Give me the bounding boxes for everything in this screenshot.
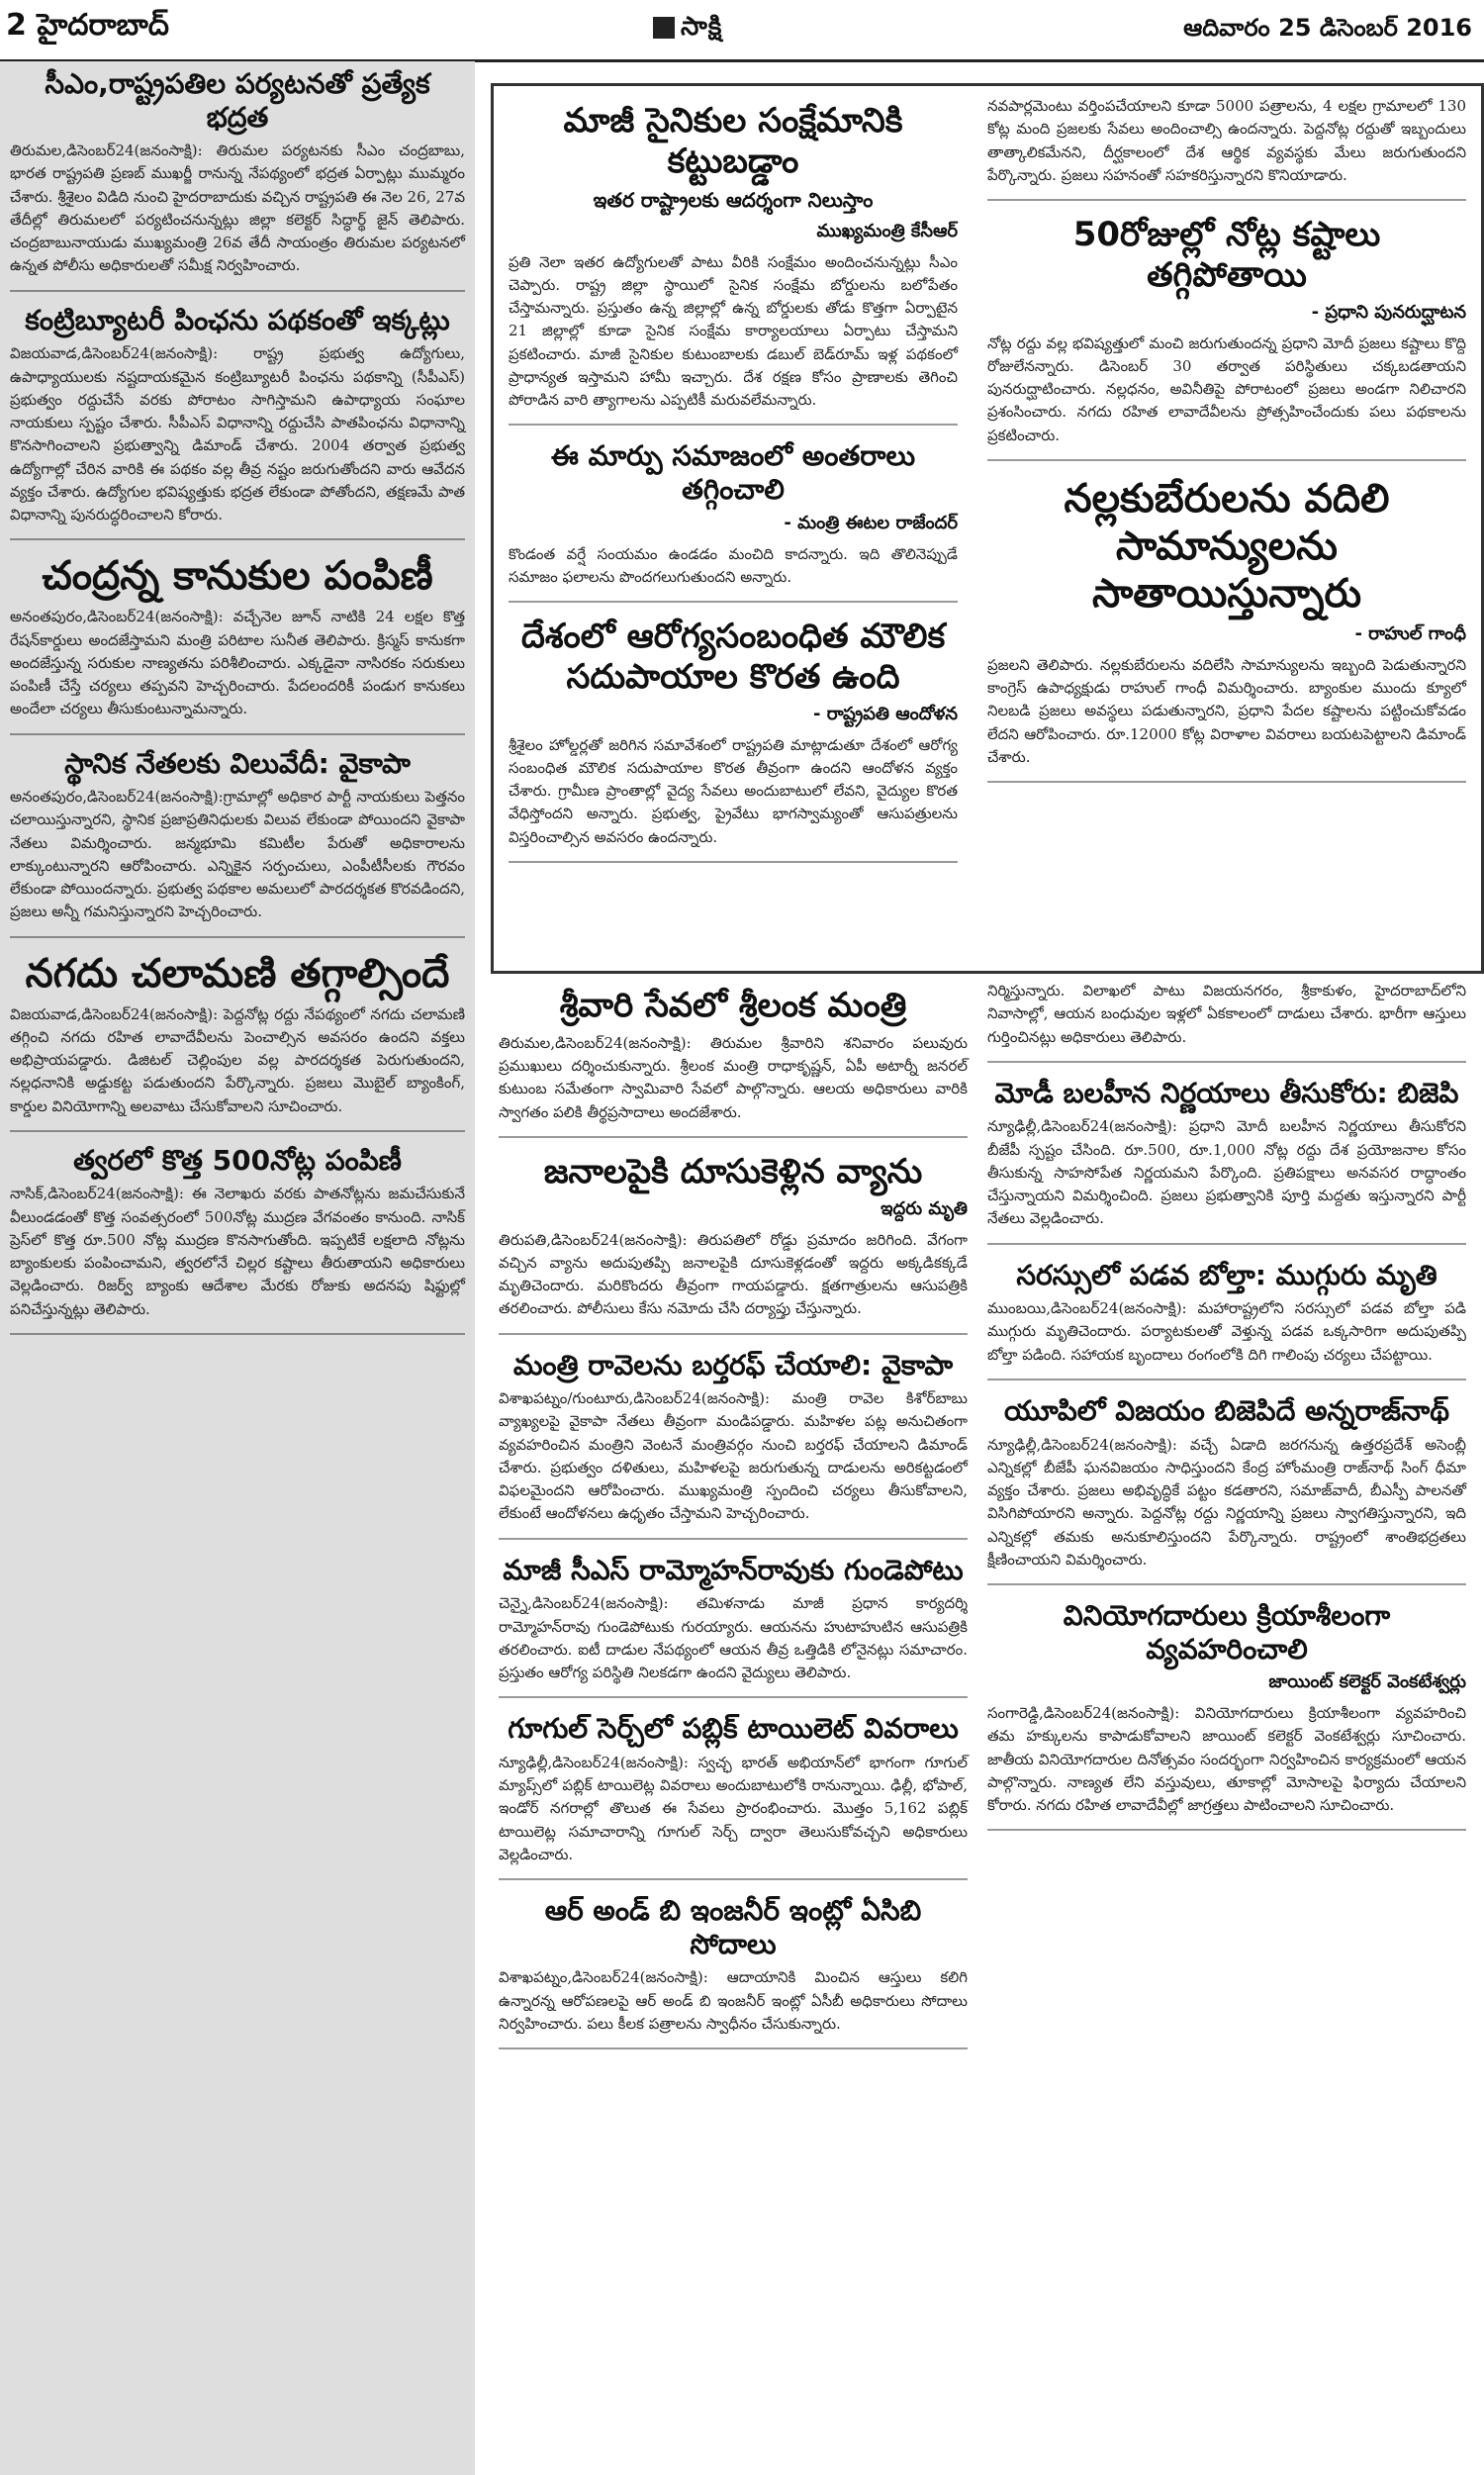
article: [509, 439, 958, 603]
article-body: విజయవాడ,డిసెంబర్24(జనంసాక్షి): రాష్ట్ర ప్రభుత్వ ఉద్యోగులు, ఉపాధ్యాయులకు నష్టదాయకమైన కంట్రిబ్యూటరీ పింఛను పథకాన్ని (సీపీఎస్) ప్రభుత్వం రద్దుచేసే వరకు పోరాటం సాగిస్తామని ఉపాధ్యాయ సంఘాల నాయకులు స్పష్టం చేశారు. సీపీఎస్ విధానాన్ని రద్దుచేసి పాతపింఛను విధానాన్ని కొనసాగించాలని ప్రభుత్వాన్ని డిమాండ్ చేశారు. 2004 తర్వాత ప్రభుత్వ ఉద్యోగాల్లో చేరిన వారికి ఈ పథకం వల్ల తీవ్ర నష్టం జరుగుతోందని వారు ఆవేదన వ్యక్తం చేశారు. ఉద్యోగుల భవిష్యత్తుకు భద్రత లేకుండా పోతోందని, తక్షణమే పాత విధానాన్ని పునరుద్ధరించాలని కోరారు.: [10, 344, 465, 524]
article-headline: జనాలపైకి దూసుకెళ్లిన వ్యాను: [543, 1151, 923, 1191]
article: [10, 747, 465, 938]
article-headline: మంత్రి రావెలను బర్తరఫ్ చేయాలి: వైకాపా: [512, 1348, 954, 1381]
article-headline: వినియోగదారులు క్రియాశీలంగా వ్యవహరించాలి: [1063, 1599, 1391, 1666]
article-subhead: ఇతర రాష్ట్రాలకు ఆదర్శంగా నిలుస్తాం: [593, 187, 874, 212]
article-headline: నగదు చలామణి తగ్గాల్సిందే: [25, 950, 450, 997]
article: [987, 980, 1466, 1063]
article-body: న్యూఢిల్లీ,డిసెంబర్24(జనంసాక్షి): ప్రధాని మోదీ బలహీన నిర్ణయాలు తీసుకోరని బీజేపీ స్పష్టం చేసింది. రూ.500, రూ.1,000 నోట్ల రద్దు దేశ ప్రయోజనాల కోసం తీసుకున్న సాహసోపేత నిర్ణయమని పేర్కొంది. ప్రతిపక్షాలు అనవసర రాద్ధాంతం చేస్తున్నాయని విమర్శించింది. ప్రజలు ప్రభుత్వానికి పూర్తి మద్దతు ఇస్తున్నారని పార్టీ నేతలు వెల్లడించారు.: [987, 1117, 1466, 1228]
article-body: అనంతపురం,డిసెంబర్24(జనంసాక్షి): వచ్చేనెల జూన్ నాటికి 24 లక్షల కొత్త రేషన్‌కార్డులు అందజేస్తామని మంత్రి పరిటాల సునీత తెలిపారు. క్రిస్మస్ కానుకగా అందజేస్తున్న సరుకుల నాణ్యతను పరిశీలించారు. ఎక్కడైనా నాసిరకం సరుకులు పంపిణీ చేస్తే చర్యలు తప్పవని హెచ్చరించారు. పేదలందరికీ పండుగ కానుకలు అందేలా చర్యలు తీసుకుంటున్నామన్నారు.: [10, 608, 465, 718]
article-headline: స్థానిక నేతలకు విలువేదీ: వైకాపా: [64, 746, 411, 780]
article: [499, 1349, 968, 1540]
article: [10, 304, 465, 541]
article-byline: - మంత్రి ఈటల రాజేందర్: [784, 512, 958, 533]
paper-name: [653, 12, 722, 48]
article-headline: శ్రీవారి సేవలో శ్రీలంక మంత్రి: [559, 986, 907, 1025]
article: [987, 1077, 1466, 1245]
article: [987, 1599, 1466, 1831]
article-body: చెన్నై,డిసెంబర్24(జనంసాక్షి): తమిళనాడు మాజీ ప్రధాన కార్యదర్శి రామ్మోహన్‌రావు గుండెపోటుకు గురయ్యారు. ఆయనను హుటాహుటిన ఆసుపత్రికి తరలించారు. ఐటీ దాడుల నేపథ్యంలో ఆయన తీవ్ర ఒత్తిడికి లోనైనట్లు సమాచారం. ప్రస్తుతం ఆరోగ్య పరిస్థితి నిలకడగా ఉందని వైద్యులు తెలిపారు.: [499, 1594, 968, 1682]
issue-date: ఆదివారం 25 డిసెంబర్ 2016: [1183, 14, 1472, 42]
article-headline: కంట్రిబ్యూటరీ పింఛను పథకంతో ఇక్కట్లు: [25, 303, 450, 336]
article-body: కొండంత వర్షే సంయమం ఉండడం మంచిది కాదన్నారు. ఇది తొలినెప్పుడే సమాజం ఫలాలను పొందగలుగుతుందని అన్నారు.: [509, 544, 958, 586]
article: [10, 552, 465, 734]
article-body: ప్రజలని తెలిపారు. నల్లకుబేరులను వదిలేసి సామాన్యులను ఇబ్బంది పెడుతున్నారని కాంగ్రెస్ ఉపాధ్యక్షుడు రాహుల్ గాంధీ విమర్శించారు. బ్యాంకుల ముందు క్యూలో నిలబడి ప్రజలు అవస్థలు పడుతున్నారని, ప్రధాని పేదల కష్టాలను పట్టించుకోవడం లేదని ఆరోపించారు. రూ.12000 కోట్ల విరాళాల వివరాలు బయటపెట్టాలని డిమాండ్ చేశారు.: [987, 655, 1466, 766]
article-headline: మాజీ సైనికుల సంక్షేమానికి కట్టుబడ్డాం: [563, 101, 903, 181]
article-body: విజయవాడ,డిసెంబర్24(జనంసాక్షి): పెద్దనోట్ల రద్దు నేపథ్యంలో నగదు చలామణి తగ్గించి నగదు రహిత లావాదేవీలను పెంచాల్సిన అవసరం ఉందని వక్తలు అభిప్రాయపడ్డారు. డిజిటల్ చెల్లింపుల వల్ల పారదర్శకత పెరుగుతుందని, నల్లధనానికి అడ్డుకట్ట పడుతుందని పేర్కొన్నారు. ప్రజలు మొబైల్ బ్యాంకింగ్, కార్డుల వినియోగాన్ని అలవాటు చేసుకోవాలని సూచించారు.: [10, 1004, 465, 1115]
article: [10, 1144, 465, 1335]
article-headline: సరస్సులో పడవ బోల్తా: ముగ్గురు మృతి: [1016, 1258, 1438, 1291]
article-body: శ్రీశైలం హోల్డర్లతో జరిగిన సమావేశంలో రాష్ట్రపతి మాట్లాడుతూ దేశంలో ఆరోగ్య సంబంధిత మౌలిక సదుపాయాల కొరత తీవ్రంగా ఉందని ఆందోళన వ్యక్తం చేశారు. గ్రామీణ ప్రాంతాల్లో వైద్య సేవలు అందుబాటులో లేవని, వైద్యుల కొరత వేధిస్తోందని అన్నారు. ప్రభుత్వ, ప్రైవేటు భాగస్వామ్యంతో ఆసుపత్రులను విస్తరించాల్సిన అవసరం ఉందన్నారు.: [509, 735, 958, 846]
article-headline: త్వరలో కొత్త 500నోట్ల పంపిణీ: [73, 1143, 402, 1177]
article-headline: 50రోజుల్లో నోట్ల కష్టాలు తగ్గిపోతాయి: [1072, 215, 1381, 295]
article: [10, 950, 465, 1132]
article: [499, 1554, 968, 1699]
article-headline: యూపిలో విజయం బిజెపిదే అన్నరాజ్‌నాథ్: [1003, 1393, 1450, 1427]
article-body: విశాఖపట్నం,డిసెంబర్24(జనంసాక్షి): ఆదాయానికి మించిన ఆస్తులు కలిగి ఉన్నారన్న ఆరోపణలపై ఆర్ అండ్ బి ఇంజనీర్ ఇంట్లో ఏసీబీ అధికారులు సోదాలు నిర్వహించారు. పలు కీలక పత్రాలను స్వాధీనం చేసుకున్నారు.: [499, 1968, 968, 2033]
article-body: విశాఖపట్నం/గుంటూరు,డిసెంబర్24(జనంసాక్షి): మంత్రి రావెల కిశోర్‌బాబు వ్యాఖ్యలపై వైకాపా నేతలు తీవ్రంగా మండిపడ్డారు. మహిళల పట్ల అనుచితంగా వ్యవహరించిన మంత్రిని వెంటనే మంత్రివర్గం నుంచి బర్తరఫ్ చేయాలని డిమాండ్ చేశారు. ప్రభుత్వం దళితులు, మహిళలపై జరుగుతున్న దాడులను అరికట్టడంలో విఫలమైందని ఆరోపించారు. ముఖ్యమంత్రి స్పందించి చర్యలు తీసుకోవాలని, లేకుంటే ఆందోళనలు ఉధృతం చేస్తామని హెచ్చరించారు.: [499, 1389, 968, 1523]
center-lower-column: [491, 980, 975, 2475]
article-body: ముంబయి,డిసెంబర్24(జనంసాక్షి): మహారాష్ట్రలోని సరస్సులో పడవ బోల్తా పడి ముగ్గురు మృతిచెందారు. పర్యాటకులతో వెళ్తున్న పడవ ఒక్కసారిగా అదుపుతప్పి బోల్తా పడింది. సహాయక బృందాలు రంగంలోకి దిగి గాలింపు చర్యలు చేపట్టాయి.: [987, 1299, 1466, 1364]
article: [499, 1894, 968, 2049]
left-column: [0, 61, 475, 2475]
article: [987, 95, 1466, 201]
article-headline: మాజీ సీఎస్ రామ్మోహన్‌రావుకు గుండెపోటు: [503, 1553, 964, 1586]
article-body: నోట్ల రద్దు వల్ల భవిష్యత్తులో మంచి జరుగుతుందన్న ప్రధాని మోదీ ప్రజలు కష్టాలు కొద్ది రోజులేనన్నారు. డిసెంబర్ 30 తర్వాత పరిస్థితులు చక్కబడతాయని పునరుద్ఘాటించారు. నల్లధనం, అవినీతిపై పోరాటంలో ప్రజలు అండగా నిలిచారని ప్రశంసించారు. నగదు రహిత లావాదేవీలను ప్రోత్సహించేందుకు పలు పథకాలను ప్రకటించారు.: [987, 333, 1466, 444]
article-body: నిర్మిస్తున్నారు. విలాఖలో పాటు విజయనగరం, శ్రీకాకుళం, హైదరాబాద్‌లోని నివాసాల్లో, ఆయన బంధువుల ఇళ్లలో ఏకకాలంలో దాడులు చేశారు. భారీగా ఆస్తులు గుర్తించినట్లు అధికారులు తెలిపారు.: [987, 982, 1466, 1046]
page-label: 2 హైదరాబాద్: [6, 8, 169, 43]
article-headline: మోడీ బలహీన నిర్ణయాలు తీసుకోరు: బిజెపి: [994, 1076, 1459, 1109]
article-body: ప్రతి నెలా ఇతర ఉద్యోగులతో పాటు వీరికి సంక్షేమం అందించనున్నట్లు సీఎం చెప్పారు. రాష్ట్ర జిల్లా స్థాయిలో సైనిక సంక్షేమ బోర్డులను బలోపేతం చేస్తామన్నారు. ప్రస్తుతం ఉన్న జిల్లాల్లో ఉన్న బోర్డులకు తోడు కొత్తగా ఏర్పాటైన 21 జిల్లాల్లో కూడా సైనిక సంక్షేమ కార్యాలయాలు ఏర్పాటు చేస్తామని ప్రకటించారు. మాజీ సైనికుల కుటుంబాలకు డబుల్ బెడ్‌రూమ్ ఇళ్ల పథకంలో ప్రాధాన్యత ఇస్తామని హామీ ఇచ్చారు. దేశ రక్షణ కోసం ప్రాణాలకు తెగించి పోరాడిన వారి త్యాగాలను ఎప్పటికీ మరువలేమన్నారు.: [509, 252, 958, 410]
article-headline: సీఎం,రాష్ట్రపతిల పర్యటనతో ప్రత్యేక భద్రత: [45, 67, 430, 134]
article-headline: ఆర్ అండ్ బి ఇంజనీర్ ఇంట్లో ఏసిబి సోదాలు: [544, 1894, 922, 1960]
article: [499, 1152, 968, 1335]
article-byline: జాయింట్ కలెక్టర్ వెంకటేశ్వర్లు: [1268, 1671, 1466, 1693]
article: [499, 1712, 968, 1880]
masthead: [0, 0, 1484, 62]
article: [987, 1394, 1466, 1585]
article-byline: - ప్రధాని పునరుద్ఘాటన: [1311, 301, 1466, 323]
article: [10, 67, 465, 292]
article-byline: - రాహుల్ గాంధీ: [1354, 622, 1466, 644]
article-body: నవపార్లమెంటు వర్తింపచేయాలని కూడా 5000 పత్రాలను, 4 లక్షల గ్రామాలలో 130 కోట్ల మంది ప్రజలకు సేవలు అందించాల్సి ఉందన్నారు. పెద్దనోట్ల రద్దుతో ఇబ్బందులు తాత్కాలికమేనని, దీర్ఘకాలంలో దేశ ఆర్థిక వ్యవస్థకు మేలు జరుగుతుందని పేర్కొన్నారు. ప్రజలు సహనంతో సహకరిస్తున్నారని కొనియాడారు.: [987, 97, 1466, 184]
article-headline: గూగుల్ సెర్చ్‌లో పబ్లిక్ టాయిలెట్ వివరాలు: [508, 1712, 959, 1746]
article-byline: ఇద్దరు మృతి: [881, 1197, 968, 1219]
article-body: న్యూఢిల్లీ,డిసెంబర్24(జనంసాక్షి): స్వచ్ఛ భారత్ అభియాన్‌లో భాగంగా గూగుల్ మ్యాప్స్‌లో పబ్లిక్ టాయిలెట్ల వివరాలు అందుబాటులోకి రానున్నాయి. ఢిల్లీ, భోపాల్, ఇండోర్ నగరాల్లో తొలుత ఈ సేవలు ప్రారంభించారు. మొత్తం 5,162 పబ్లిక్ టాయిలెట్ల సమాచారాన్ని గూగుల్ సెర్చ్ ద్వారా తెలుసుకోవచ్చని అధికారులు వెల్లడించారు.: [499, 1753, 968, 1863]
article-byline: - రాష్ట్రపతి ఆందోళన: [812, 703, 958, 724]
article: [509, 101, 958, 426]
article-headline: నల్లకుబేరులను వదిలి సామాన్యులను సాతాయిస్తున్నారు: [1064, 475, 1390, 617]
article-body: న్యూఢిల్లీ,డిసెంబర్24(జనంసాక్షి): వచ్చే ఏడాది జరగనున్న ఉత్తరప్రదేశ్ అసెంబ్లీ ఎన్నికల్లో బీజేపీ ఘనవిజయం సాధిస్తుందని కేంద్ర హోంమంత్రి రాజ్‌నాథ్ సింగ్ ధీమా వ్యక్తం చేశారు. ప్రజలు అభివృద్ధికే పట్టం కడతారని, సమాజ్‌వాదీ, బీఎస్పీ పాలనతో విసిగిపోయారని అన్నారు. పెద్దనోట్ల రద్దు నిర్ణయాన్ని ప్రజలు స్వాగతిస్తున్నారని, ఇది ఎన్నికల్లో తమకు అనుకూలిస్తుందని పేర్కొన్నారు. రాష్ట్రంలో శాంతిభద్రతలు క్షీణించాయని విమర్శించారు.: [987, 1435, 1466, 1569]
paper-name-text: సాక్షి: [681, 12, 723, 42]
article-byline: ముఖ్యమంత్రి కేసీఆర్: [816, 220, 958, 241]
article-body: నాసిక్,డిసెంబర్24(జనంసాక్షి): ఈ నెలాఖరు వరకు పాతనోట్లను జమచేసుకునే వీలుండడంతో కొత్త సంవత్సరంలో 500నోట్ల ముద్రణ వేగవంతం కానుంది. నాసిక్ ప్రెస్‌లో కొత్త రూ.500 నోట్ల ముద్రణ కొనసాగుతోంది. ఇప్పటికే లక్షలాది నోట్లను బ్యాంకులకు పంపించామని, త్వరలోనే చిల్లర కష్టాలు తీరుతాయని అధికారులు వెల్లడించారు. రిజర్వ్ బ్యాంకు ఆదేశాల మేరకు రోజుకు అదనపు షిఫ్టుల్లో పనిచేస్తున్నట్లు తెలిపారు.: [10, 1185, 465, 1318]
article: [987, 215, 1466, 461]
article-body: తిరుమల,డిసెంబర్24(జనంసాక్షి): తిరుమల శ్రీవారిని శనివారం పలువురు ప్రముఖులు దర్శించుకున్నారు. శ్రీలంక మంత్రి రాధాకృష్ణన్, ఏపీ అటార్నీ జనరల్ కుటుంబ సమేతంగా స్వామివారి సేవలో పాల్గొన్నారు. ఆలయ అధికారులు వారికి స్వాగతం పలికి తీర్థప్రసాదాలు అందజేశారు.: [499, 1033, 968, 1121]
article-body: తిరుమల,డిసెంబర్24(జనంసాక్షి): తిరుమల పర్యటనకు సీఎం చంద్రబాబు, భారత రాష్ట్రపతి ప్రణబ్ ముఖర్జీ రానున్న నేపథ్యంలో భద్రత ఏర్పాట్లు ముమ్మరం చేశారు. శ్రీశైలం విడిది నుంచి హైదరాబాదుకు వచ్చిన రాష్ట్రపతి ఈ నెల 26, 27వ తేదీల్లో తిరుమలలో పర్యటించనున్నట్లు జిల్లా కలెక్టర్ సిద్ధార్థ్ జైన్ తెలిపారు. చంద్రబాబునాయుడు ముఖ్యమంత్రి 26వ తేదీ సాయంత్రం తిరుమల పర్యటనలో ఉన్నత పోలీసు అధికారులతో సమీక్ష నిర్వహించారు.: [10, 142, 465, 275]
article-headline: ఈ మార్పు సమాజంలో అంతరాలు తగ్గించాలి: [550, 439, 916, 506]
right-lower-column: [979, 980, 1474, 2475]
article-body: అనంతపురం,డిసెంబర్24(జనంసాక్షి):గ్రామాల్లో అధికార పార్టీ నాయకులు పెత్తనం చలాయిస్తున్నారని, స్థానిక ప్రజాప్రతినిధులకు విలువ లేకుండా పోయిందని వైకాపా నేతలు విమర్శించారు. జన్మభూమి కమిటీల పేరుతో అధికారాలను లాక్కుంటున్నారని ఆరోపించారు. ఎన్నికైన సర్పంచులు, ఎంపీటీసీలకు గౌరవం లేకుండా పోయిందన్నారు. ప్రభుత్వ పథకాల అమలులో పారదర్శకత కొరవడిందని, ప్రజలు అన్నీ గమనిస్తున్నారని హెచ్చరించారు.: [10, 788, 465, 921]
article-headline: చంద్రన్న కానుకుల పంపిణీ: [42, 553, 433, 600]
logo-icon: [653, 17, 675, 39]
article-headline: దేశంలో ఆరోగ్యసంబంధిత మౌలిక సదుపాయాల కొరత ఉంది: [520, 617, 946, 697]
article-body: తిరుపతి,డిసెంబర్24(జనంసాక్షి): తిరుపతిలో రోడ్డు ప్రమాదం జరిగింది. వేగంగా వచ్చిన వ్యాను అదుపుతప్పి జనాలపైకి దూసుకెళ్లడంతో ఇద్దరు అక్కడికక్కడే మృతిచెందారు. మరికొందరు తీవ్రంగా గాయపడ్డారు. క్షతగాత్రులను ఆసుపత్రికి తరలించారు. పోలీసులు కేసు నమోదు చేసి దర్యాప్తు చేస్తున్నారు.: [499, 1230, 968, 1318]
article: [499, 986, 968, 1138]
article-body: సంగారెడ్డి,డిసెంబర్24(జనంసాక్షి): వినియోగదారులు క్రియాశీలంగా వ్యవహరించి తమ హక్కులను కాపాడుకోవాలని జాయింట్ కలెక్టర్ వెంకటేశ్వర్లు సూచించారు. జాతీయ వినియోగదారుల దినోత్సవం సందర్భంగా నిర్వహించిన కార్యక్రమంలో ఆయన పాల్గొన్నారు. నాణ్యత లేని వస్తువులు, తూకాల్లో మోసాలపై ఫిర్యాదు చేయాలని కోరారు. నగదు రహిత లావాదేవీల్లో జాగ్రత్తలు పాటించాలని సూచించారు.: [987, 1704, 1466, 1815]
article: [987, 475, 1466, 783]
article: [509, 617, 958, 863]
article: [987, 1259, 1466, 1380]
